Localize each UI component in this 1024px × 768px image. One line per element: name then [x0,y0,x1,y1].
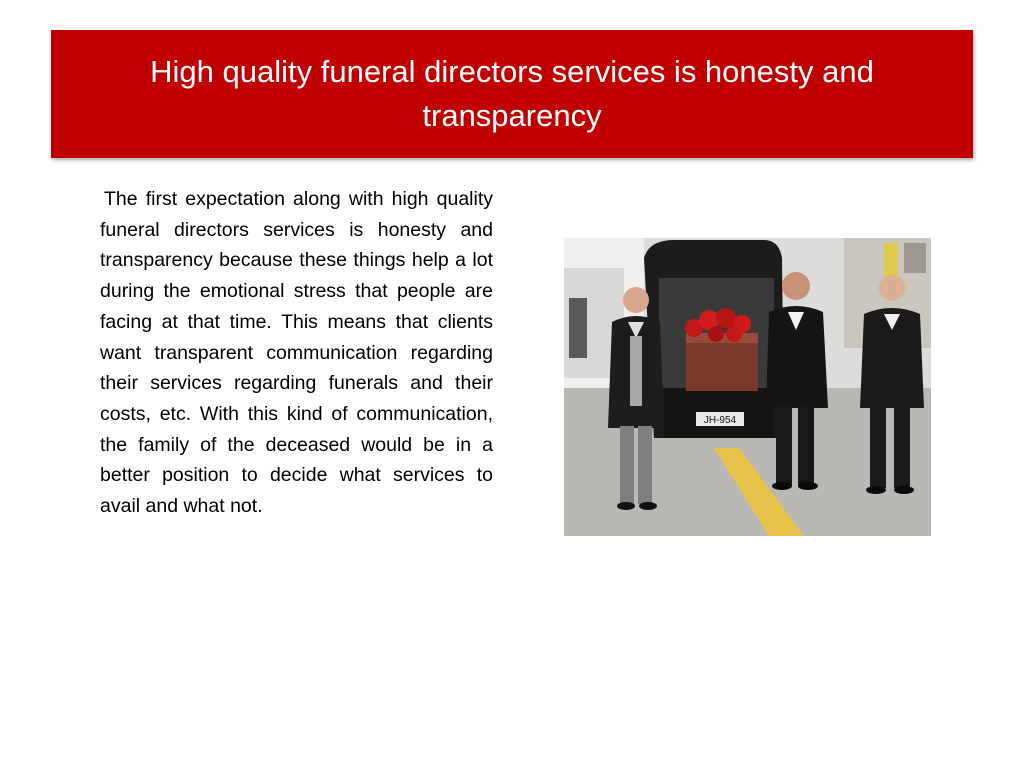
title-banner [51,30,973,158]
funeral-photo [564,238,931,536]
body-paragraph: The first expectation along with high quality funeral directors services is honesty and transparency because these things help a lot during the emotional stress that people are facing at that time. This means that clients want transparent communication regarding their services regarding funerals and their costs, etc. With this kind of communication, the family of the deceased would be in a better position to decide what services to avail and what not. [100,188,493,518]
plate-text: JH-954 [703,415,737,426]
slide-title: High quality funeral directors services is honesty and transparency [150,54,874,133]
